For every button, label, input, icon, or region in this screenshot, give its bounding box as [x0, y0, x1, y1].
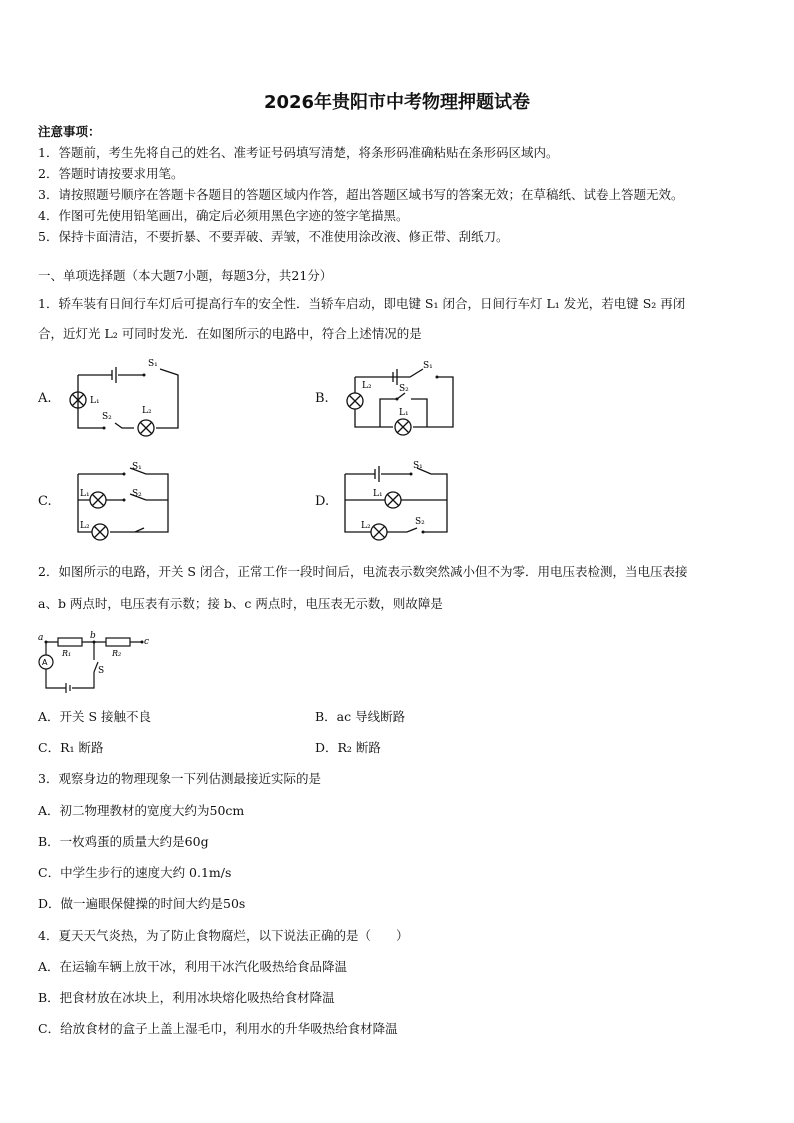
label-s1: S₁: [413, 461, 423, 471]
q2-option-c: C．R₁ 断路: [38, 740, 104, 755]
notice-item: 3．请按照题号顺序在答题卡各题目的答题区域内作答，超出答题区域书写的答案无效；在草稿纸、试卷上答题无效。: [38, 187, 684, 202]
q1-option-d-label: D.: [315, 494, 330, 509]
q2-option-b: B．ac 导线断路: [315, 709, 406, 724]
ammeter-symbol: A: [42, 658, 48, 667]
label-l1: L₁: [90, 396, 100, 406]
q1-option-c-label: C.: [38, 494, 52, 509]
label-l2: L₂: [362, 381, 372, 391]
notice-item: 5．保持卡面清洁，不要折暴、不要弄破、弄皱，不准使用涂改液、修正带、刮纸刀。: [38, 229, 509, 244]
label-l2: L₂: [142, 406, 152, 416]
circuit-diagram-a: [60, 355, 190, 440]
q3-option-c: C．中学生步行的速度大约 0.1m/s: [38, 865, 232, 880]
notice-item: 4．作图可先使用铅笔画出，确定后必须用黑色字迹的签字笔描黑。: [38, 208, 409, 223]
label-s1: S₁: [423, 361, 433, 371]
point-c: c: [144, 637, 150, 647]
notice-heading: 注意事项：: [38, 124, 101, 139]
q2-option-a: A．开关 S 接触不良: [38, 709, 152, 724]
label-r2: R₂: [112, 649, 122, 658]
label-l1: L₁: [80, 489, 90, 499]
point-b: b: [90, 631, 96, 641]
notice-item: 2．答题时请按要求用笔。: [38, 166, 184, 181]
point-a: a: [38, 633, 44, 643]
q3-option-b: B．一枚鸡蛋的质量大约是60g: [38, 834, 209, 849]
label-s2: S₂: [399, 384, 409, 394]
q1-option-a-label: A.: [38, 391, 52, 406]
q2-option-d: D．R₂ 断路: [315, 740, 381, 755]
q4-option-b: B．把食材放在冰块上，利用冰块熔化吸热给食材降温: [38, 990, 335, 1005]
q4-option-c: C．给放食材的盒子上盖上湿毛巾，利用水的升华吸热给食材降温: [38, 1021, 398, 1036]
label-l2: L₂: [80, 521, 90, 531]
label-s2: S₂: [415, 517, 425, 527]
q3-option-d: D．做一遍眼保健操的时间大约是50s: [38, 896, 246, 911]
notice-item: 1．答题前，考生先将自己的姓名、准考证号码填写清楚，将条形码准确粘贴在条形码区域内。: [38, 145, 559, 160]
circuit-diagram-c: [60, 458, 180, 543]
page-title: 2026年贵阳市中考物理押题试卷: [263, 92, 531, 113]
q1-option-b-label: B.: [315, 391, 329, 406]
label-l2: L₂: [361, 521, 371, 531]
label-s1: S₁: [148, 359, 158, 369]
q4-option-a: A．在运输车辆上放干冰，利用干冰汽化吸热给食品降温: [38, 959, 348, 974]
label-s1: S₁: [132, 462, 142, 472]
question-4-stem: 4．夏天天气炎热，为了防止食物腐烂，以下说法正确的是（ ）: [38, 928, 409, 943]
circuit-diagram-d: [335, 458, 465, 543]
question-2-line-2: a、b 两点时，电压表有示数；接 b、c 两点时，电压表无示数，则故障是: [38, 596, 443, 611]
q3-option-a: A．初二物理教材的宽度大约为50cm: [38, 803, 245, 818]
label-s2: S₂: [102, 412, 112, 422]
label-s2: S₂: [132, 489, 142, 499]
question-2-line-1: 2．如图所示的电路，开关 S 闭合，正常工作一段时间后，电流表示数突然减小但不为零．用电压表检测，当电压表接: [38, 564, 688, 579]
question-1-line-1: 1．轿车装有日间行车灯后可提高行车的安全性．当轿车启动，即电键 S₁ 闭合，日间行车灯 L₁ 发光，若电键 S₂ 再闭: [38, 296, 686, 311]
circuit-diagram-q2: [36, 630, 156, 695]
question-1-line-2: 合，近灯光 L₂ 可同时发光．在如图所示的电路中，符合上述情况的是: [38, 326, 422, 341]
label-l1: L₁: [399, 408, 409, 418]
label-l1: L₁: [373, 489, 383, 499]
label-r1: R₁: [62, 649, 72, 658]
section-heading: 一、单项选择题（本大题7小题，每题3分，共21分）: [38, 268, 333, 283]
question-3-stem: 3．观察身边的物理现象一下列估测最接近实际的是: [38, 771, 321, 786]
circuit-diagram-b: [335, 355, 465, 440]
label-switch-s: S: [98, 666, 105, 676]
